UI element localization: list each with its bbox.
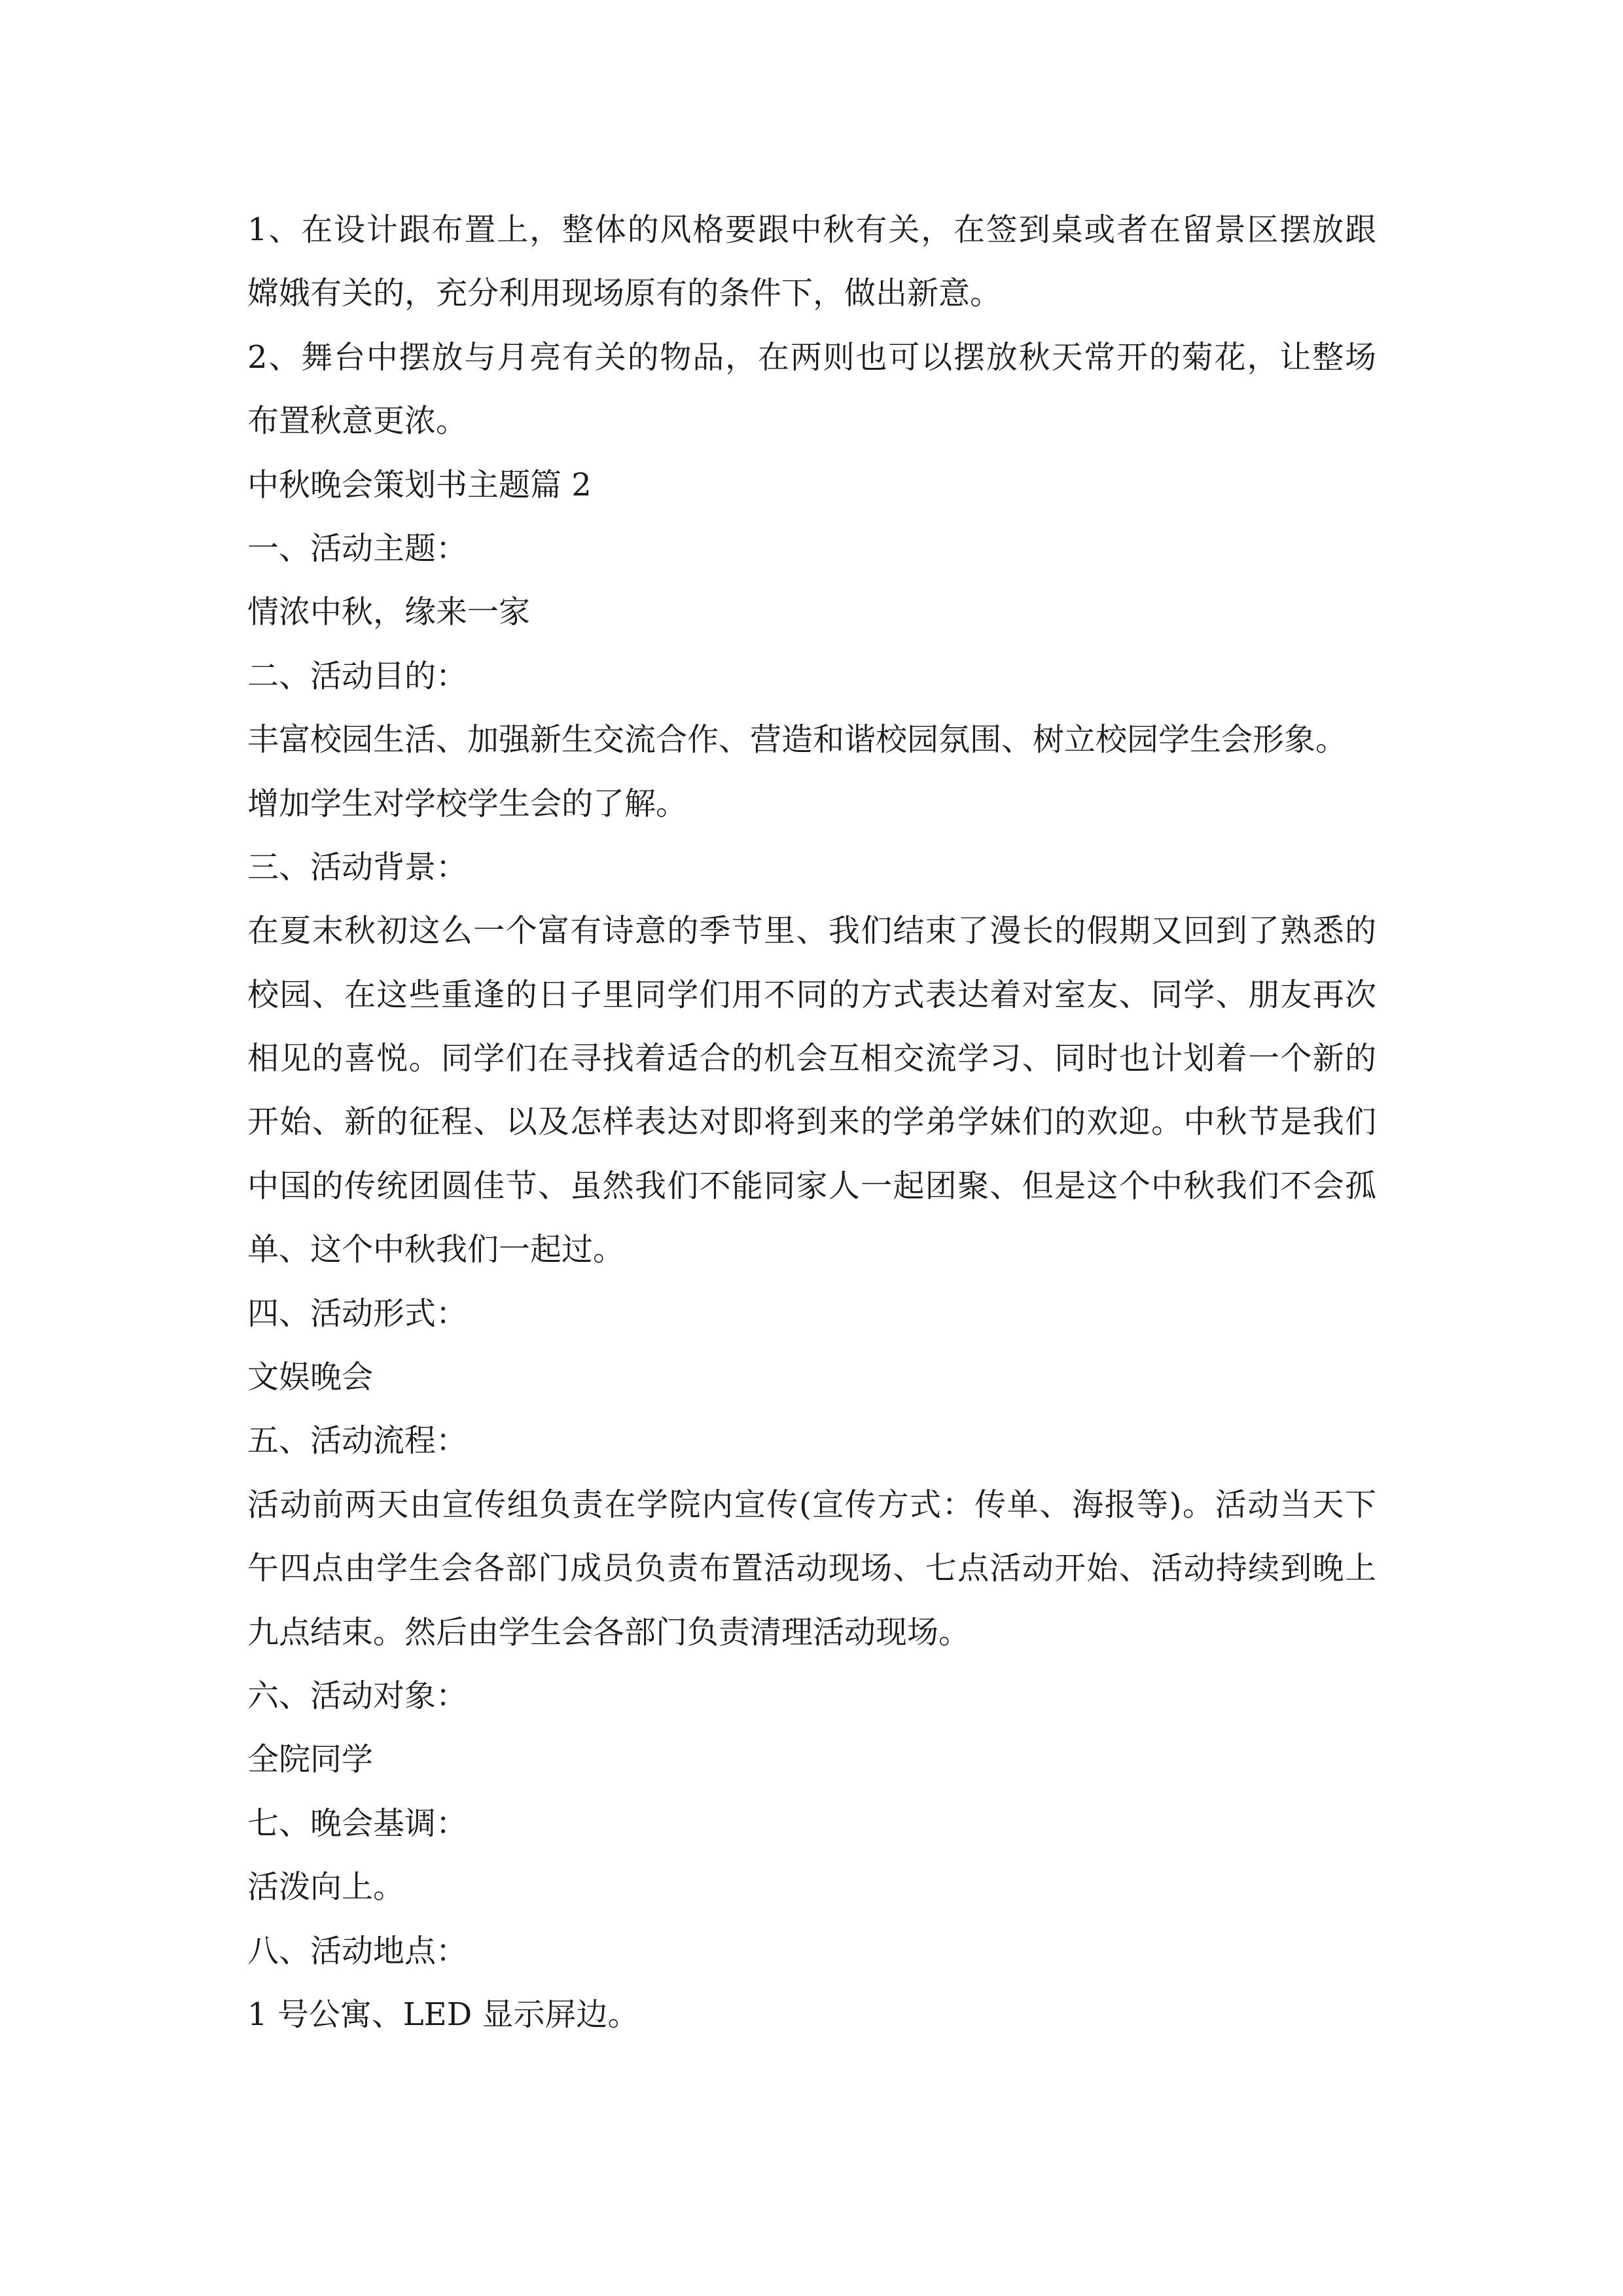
paragraph-line: 校园、在这些重逢的日子里同学们用不同的方式表达着对室友、同学、朋友再次 xyxy=(247,976,1376,1013)
paragraph-line: 活动前两天由宣传组负责在学院内宣传(宣传方式：传单、海报等)。活动当天下 xyxy=(247,1486,1376,1523)
paragraph-line: 全院同学 xyxy=(247,1741,374,1778)
paragraph-line: 午四点由学生会各部门成员负责布置活动现场、七点活动开始、活动持续到晚上 xyxy=(247,1550,1376,1587)
paragraph-line: 1、在设计跟布置上，整体的风格要跟中秋有关，在签到桌或者在留景区摆放跟 xyxy=(247,211,1376,248)
paragraph-line: 单、这个中秋我们一起过。 xyxy=(247,1231,625,1268)
section-heading: 五、活动流程： xyxy=(247,1422,468,1460)
paragraph-line: 相见的喜悦。同学们在寻找着适合的机会互相交流学习、同时也计划着一个新的 xyxy=(247,1040,1376,1077)
paragraph-line: 丰富校园生活、加强新生交流合作、营造和谐校园氛围、树立校园学生会形象。 xyxy=(247,721,1347,759)
section-heading: 四、活动形式： xyxy=(247,1295,468,1332)
paragraph-line: 中国的传统团圆佳节、虽然我们不能同家人一起团聚、但是这个中秋我们不会孤 xyxy=(247,1167,1376,1204)
section-heading: 二、活动目的： xyxy=(247,657,468,694)
paragraph-line: 增加学生对学校学生会的了解。 xyxy=(247,785,688,822)
paragraph-line: 情浓中秋，缘来一家 xyxy=(247,594,531,631)
paragraph-line: 开始、新的征程、以及怎样表达对即将到来的学弟学妹们的欢迎。中秋节是我们 xyxy=(247,1103,1376,1141)
paragraph-line: 嫦娥有关的，充分利用现场原有的条件下，做出新意。 xyxy=(247,275,1002,312)
paragraph-line: 1 号公寓、LED 显示屏边。 xyxy=(247,1996,639,2033)
section-heading: 六、活动对象： xyxy=(247,1677,468,1714)
paragraph-line: 活泼向上。 xyxy=(247,1869,405,1906)
section-heading: 中秋晚会策划书主题篇 2 xyxy=(247,466,592,503)
section-heading: 八、活动地点： xyxy=(247,1932,468,1969)
paragraph-line: 在夏末秋初这么一个富有诗意的季节里、我们结束了漫长的假期又回到了熟悉的 xyxy=(247,912,1376,950)
paragraph-line: 文娱晚会 xyxy=(247,1359,374,1396)
section-heading: 一、活动主题： xyxy=(247,529,468,567)
section-heading: 三、活动背景： xyxy=(247,848,468,886)
paragraph-line: 布置秋意更浓。 xyxy=(247,403,468,440)
paragraph-line: 九点结束。然后由学生会各部门负责清理活动现场。 xyxy=(247,1613,971,1651)
section-heading: 七、晚会基调： xyxy=(247,1804,468,1842)
paragraph-line: 2、舞台中摆放与月亮有关的物品，在两则也可以摆放秋天常开的菊花，让整场 xyxy=(247,338,1376,376)
document-body xyxy=(247,198,1412,2047)
